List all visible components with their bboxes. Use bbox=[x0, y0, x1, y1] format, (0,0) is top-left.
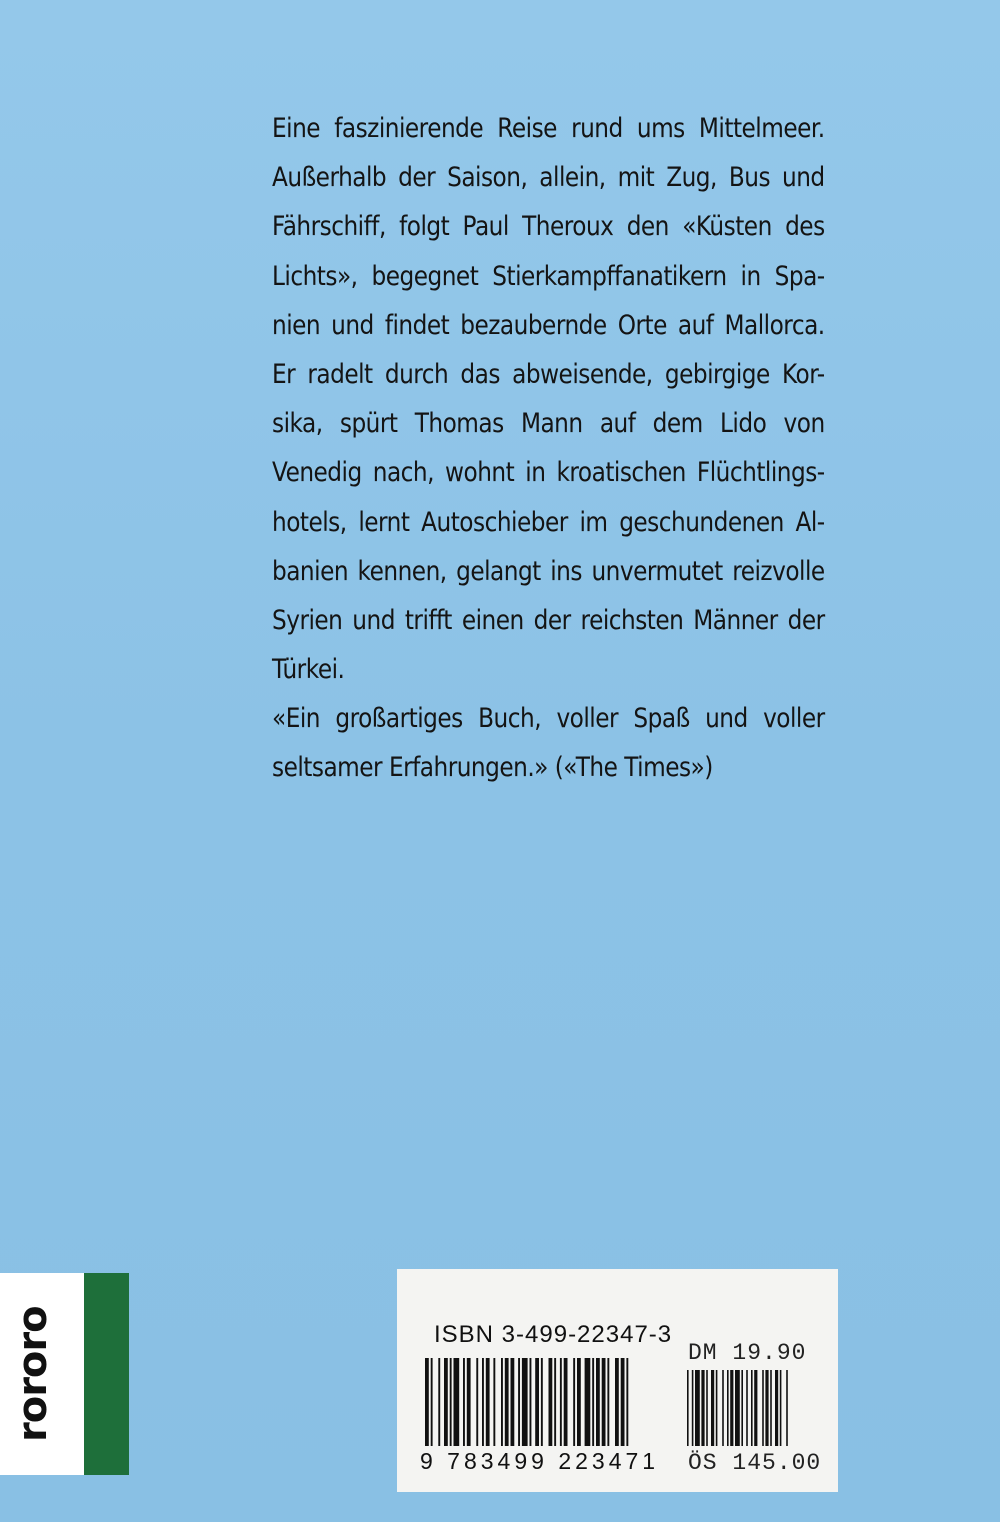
price-barcode-bar bbox=[695, 1370, 700, 1446]
price-barcode-bar bbox=[741, 1370, 743, 1446]
barcode-bar bbox=[450, 1358, 452, 1446]
blurb-line: Außerhalb der Saison, allein, mit Zug, Bus und bbox=[272, 162, 825, 194]
barcode-bar bbox=[549, 1358, 553, 1446]
barcode-bar bbox=[592, 1358, 594, 1446]
barcode-bar bbox=[596, 1358, 600, 1446]
blurb-line: Er radelt durch das abweisende, gebirgige Kor- bbox=[272, 358, 825, 390]
blurb-text bbox=[272, 104, 826, 793]
price-barcode-bar bbox=[754, 1370, 757, 1446]
blurb-line: Eine faszinierende Reise rund ums Mittelmeer. bbox=[272, 113, 825, 144]
price-barcode-bar bbox=[751, 1370, 753, 1446]
price-barcode-bar bbox=[786, 1370, 788, 1446]
barcode-bar bbox=[493, 1358, 495, 1446]
price-barcode-bar bbox=[687, 1370, 689, 1446]
barcode-bar bbox=[454, 1358, 460, 1446]
price-barcode-bar bbox=[692, 1370, 694, 1446]
barcode-bar bbox=[560, 1358, 562, 1446]
barcode-bar bbox=[602, 1358, 606, 1446]
barcode-bar bbox=[444, 1358, 448, 1446]
barcode-bar bbox=[585, 1358, 591, 1446]
ean-number: 9 783499 223471 bbox=[420, 1448, 660, 1474]
blurb-quote-line: seltsamer Erfahrungen.» («The Times») bbox=[272, 752, 713, 784]
price-barcode-bar bbox=[730, 1370, 733, 1446]
blurb-line: Fährschiff, folgt Paul Theroux den «Küsten des bbox=[272, 211, 825, 243]
barcode bbox=[425, 1358, 795, 1456]
price-barcode-bar bbox=[780, 1370, 782, 1446]
price-barcode-bar bbox=[706, 1370, 708, 1446]
price-barcode-bar bbox=[746, 1370, 748, 1446]
blurb-line: Türkei. bbox=[272, 654, 345, 686]
blurb-line: Lichts», begegnet Stierkampffanatikern in Spa- bbox=[272, 260, 825, 292]
barcode-bar bbox=[438, 1358, 440, 1446]
barcode-bar bbox=[505, 1358, 509, 1446]
logo-text: rororo bbox=[10, 1306, 56, 1442]
barcode-bar bbox=[476, 1358, 478, 1446]
blurb-line: hotels, lernt Autoschieber im geschundenen Al- bbox=[272, 506, 825, 538]
price-os: ÖS 145.00 bbox=[688, 1450, 822, 1476]
barcode-bar bbox=[522, 1358, 528, 1446]
price-barcode-bar bbox=[716, 1370, 718, 1446]
barcode-bar bbox=[615, 1358, 619, 1446]
price-barcode-bar bbox=[711, 1370, 714, 1446]
blurb-line: nien und findet bezaubernde Orte auf Mallorca. bbox=[272, 309, 825, 341]
price-barcode-bar bbox=[735, 1370, 740, 1446]
price-barcode-bar bbox=[727, 1370, 729, 1446]
blurb-line: sika, spürt Thomas Mann auf dem Lido von bbox=[272, 408, 825, 440]
price-barcode-bar bbox=[765, 1370, 768, 1446]
barcode-bar bbox=[577, 1358, 581, 1446]
barcode-bar bbox=[518, 1358, 520, 1446]
isbn-number: ISBN 3-499-22347-3 bbox=[434, 1321, 673, 1348]
barcode-bar bbox=[486, 1358, 490, 1446]
blurb-line: Syrien und trifft einen der reichsten Männer der bbox=[272, 604, 825, 636]
barcode-bar bbox=[530, 1358, 532, 1446]
barcode-bar bbox=[501, 1358, 503, 1446]
logo-stripe bbox=[84, 1273, 129, 1475]
barcode-bar bbox=[467, 1358, 471, 1446]
barcode-bar bbox=[425, 1358, 429, 1446]
price-dm: DM 19.90 bbox=[688, 1340, 807, 1366]
barcode-bar bbox=[564, 1358, 568, 1446]
barcode-bar bbox=[431, 1358, 433, 1446]
barcode-bar bbox=[482, 1358, 484, 1446]
barcode-bar bbox=[607, 1358, 609, 1446]
blurb-line: banien kennen, gelangt ins unvermutet reizvolle bbox=[272, 555, 825, 587]
price-barcode-bar bbox=[775, 1370, 778, 1446]
barcode-bar bbox=[511, 1358, 515, 1446]
price-barcode-bar bbox=[762, 1370, 764, 1446]
price-barcode-bar bbox=[770, 1370, 772, 1446]
price-barcode-bar bbox=[701, 1370, 704, 1446]
barcode-bar bbox=[626, 1358, 628, 1446]
barcode-bar bbox=[541, 1358, 543, 1446]
blurb-quote-line: «Ein großartiges Buch, voller Spaß und voller bbox=[272, 703, 825, 735]
barcode-bar bbox=[554, 1358, 556, 1446]
publisher-logo bbox=[0, 1273, 84, 1475]
barcode-bar bbox=[621, 1358, 625, 1446]
price-barcode-bar bbox=[722, 1370, 724, 1446]
blurb-line: Venedig nach, wohnt in kroatischen Flüchtlings- bbox=[272, 457, 825, 489]
barcode-bar bbox=[573, 1358, 575, 1446]
barcode-bar bbox=[463, 1358, 465, 1446]
barcode-bar bbox=[535, 1358, 539, 1446]
